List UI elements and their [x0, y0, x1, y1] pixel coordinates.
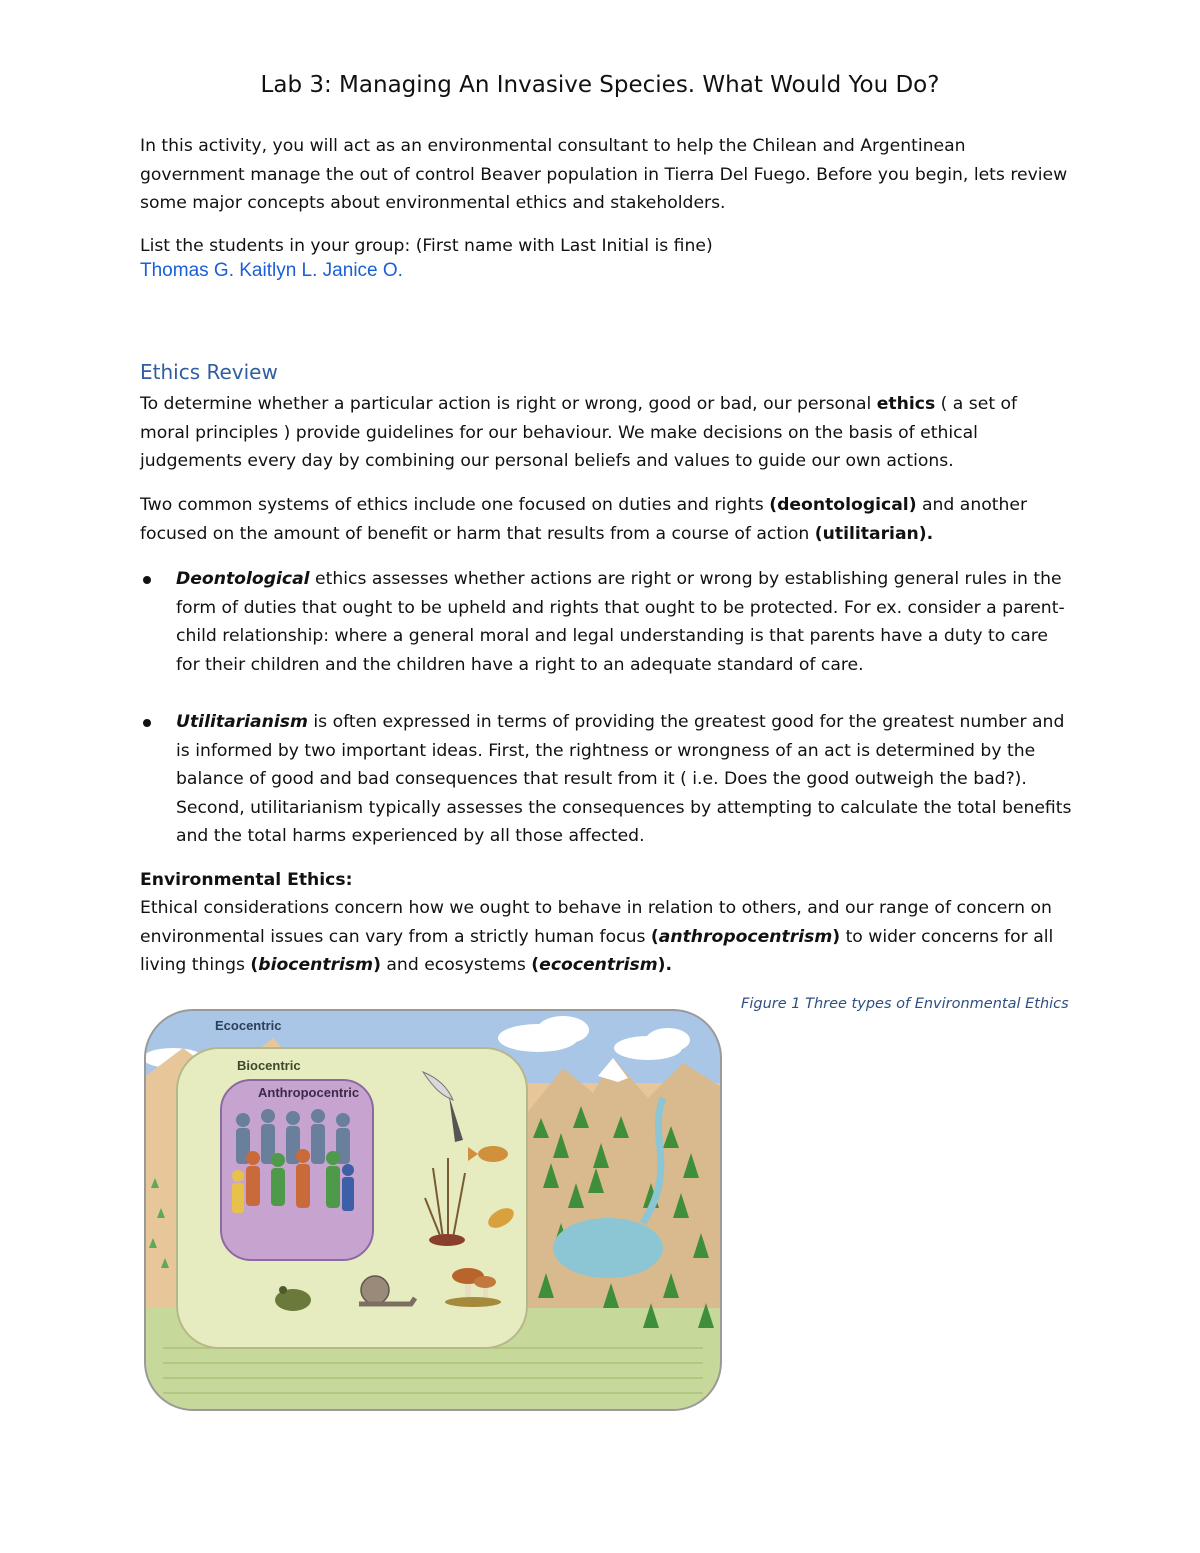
bullet-utilitarianism: Utilitarianism is often expressed in terms of providing the greatest good for the greatest number and is informed by two important ideas. First, the rightness or wrongness of an act is determined by the balance of good and bad consequences that result from it ( i.e. Does the good outweigh the bad?). Second, utilitarianism typically assesses the consequences by attempting to calculate the total benefits and the total harms experienced by all those affected. [176, 712, 1072, 847]
intro-paragraph: In this activity, you will act as an environmental consultant to help the Chilean and Argentinean government manage the out of control Beaver population in Tierra Del Fuego. Before you begin, lets review some major concepts about environmental ethics and stakeholders. [140, 136, 1068, 214]
environmental-ethics-heading: Environmental Ethics: [140, 870, 353, 890]
label-biocentric: Biocentric [237, 1058, 301, 1073]
page-title: Lab 3: Managing An Invasive Species. What Would You Do? [260, 72, 940, 98]
figure-caption: Figure 1 Three types of Environmental Ethics [741, 996, 1069, 1012]
figure-illustration [143, 1008, 723, 1414]
bullet-deontological: Deontological ethics assesses whether actions are right or wrong by establishing general rules in the form of duties that ought to be upheld and rights that ought to be protected. For ex. consider a parent-child relationship: where a general moral and legal understanding is that parents have a duty to care for their children and the children have a right to an adequate standard of care. [176, 569, 1065, 675]
ethics-paragraph-1: To determine whether a particular action is right or wrong, good or bad, our personal ethics ( a set of moral principles ) provide guidelines for our behaviour. We make decisions on the basis of ethical judgements every day by combining our personal beliefs and values to guide our own actions. [140, 394, 1018, 472]
ethics-paragraph-2: Two common systems of ethics include one focused on duties and rights (deontological) and another focused on the amount of benefit or harm that results from a course of action (utilitarian). [140, 495, 1028, 544]
lake [553, 1218, 663, 1278]
group-prompt: List the students in your group: (First name with Last Initial is fine) [140, 236, 713, 256]
group-names-field[interactable]: Thomas G. Kaitlyn L. Janice O. [140, 260, 403, 281]
environmental-ethics-paragraph: Ethical considerations concern how we ought to behave in relation to others, and our range of concern on environmental issues can vary from a strictly human focus (anthropocentrism) to wider concerns for all living things (biocentrism) and ecosystems (ecocentrism). [140, 898, 1054, 976]
plant-base [429, 1234, 465, 1246]
label-anthropocentric: Anthropocentric [258, 1085, 360, 1100]
section-heading-ethics-review: Ethics Review [140, 360, 278, 384]
environmental-ethics-figure [143, 1008, 723, 1414]
bullet-marker [143, 719, 151, 727]
label-ecocentric: Ecocentric [215, 1018, 282, 1033]
bullet-marker [143, 576, 151, 584]
